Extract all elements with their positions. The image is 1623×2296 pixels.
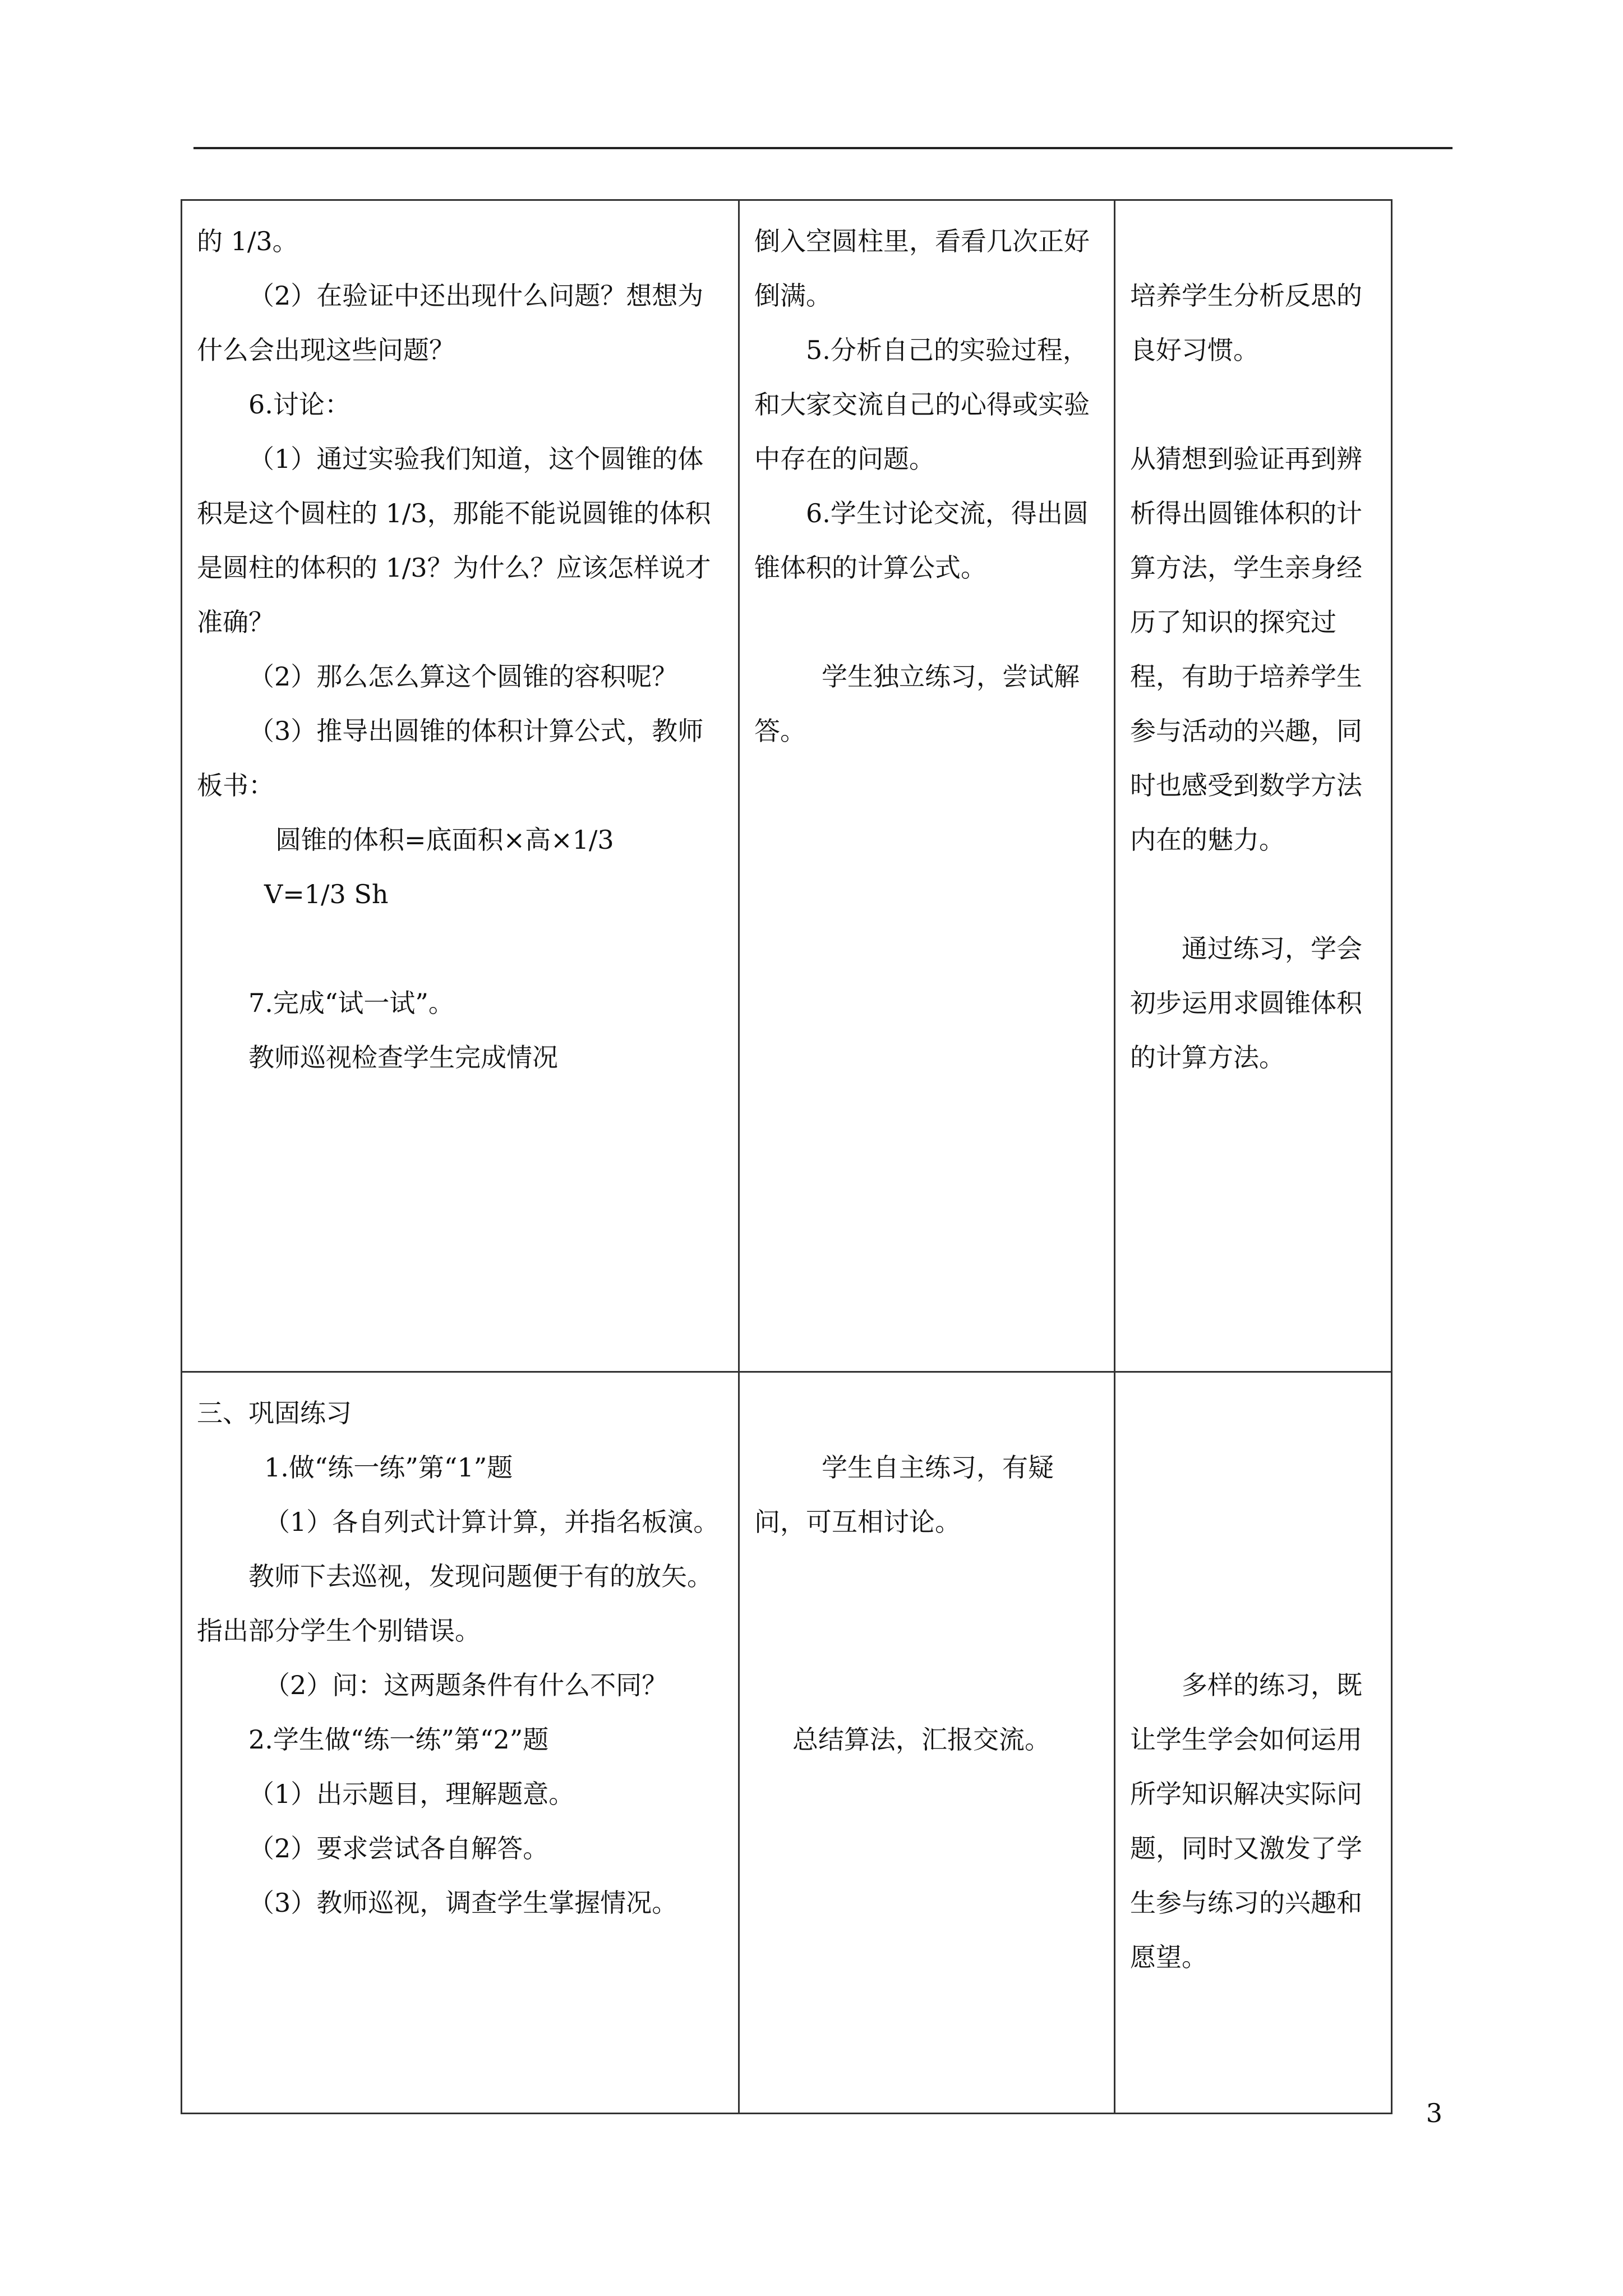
- paragraph: （2）在验证中还出现什么问题？想想为什么会出现这些问题？: [197, 280, 704, 365]
- lesson-plan-table: [181, 199, 1393, 2114]
- paragraph: 1.做“练一练”第“1”题: [264, 1452, 513, 1483]
- paragraph: 学生自主练习，有疑问，可互相讨论。: [754, 1452, 1054, 1537]
- paragraph: 5.分析自己的实验过程，和大家交流自己的心得或实验中存在的问题。: [754, 335, 1090, 474]
- table-row: [182, 200, 1392, 1372]
- paragraph: 2.学生做“练一练”第“2”题: [248, 1724, 549, 1755]
- header-rule: [193, 147, 1453, 149]
- teacher-activity-cell: [182, 1372, 739, 2114]
- paragraph: 倒入空圆柱里，看看几次正好倒满。: [754, 226, 1090, 311]
- paragraph: （3）推导出圆锥的体积计算公式，教师板书：: [197, 716, 704, 800]
- table-row: [182, 1372, 1392, 2114]
- paragraph: 通过练习，学会初步运用求圆锥体积的计算方法。: [1130, 933, 1362, 1073]
- paragraph: 总结算法，汇报交流。: [792, 1724, 1050, 1755]
- student-activity-cell: [739, 1372, 1115, 2114]
- paragraph: （1）出示题目，理解题意。: [248, 1779, 575, 1809]
- teacher-activity-cell: [182, 200, 739, 1372]
- design-intent-cell: [1115, 200, 1392, 1372]
- page-number: 3: [1426, 2098, 1442, 2128]
- paragraph: （2）要求尝试各自解答。: [248, 1833, 549, 1864]
- paragraph: 学生独立练习，尝试解答。: [754, 661, 1080, 746]
- paragraph: 培养学生分析反思的良好习惯。: [1130, 280, 1362, 365]
- paragraph: （2）那么怎么算这个圆锥的容积呢？: [248, 661, 678, 692]
- section-heading: 三、巩固练习: [197, 1398, 352, 1428]
- formula: V=1/3 Sh: [264, 879, 389, 909]
- paragraph: 7.完成“试一试”。: [248, 988, 454, 1018]
- student-activity-cell: [739, 200, 1115, 1372]
- paragraph: 从猜想到验证再到辨析得出圆锥体积的计算方法，学生亲身经历了知识的探究过程，有助于培养学生参与活动的兴趣，同时也感受到数学方法内在的魅力。: [1130, 444, 1362, 855]
- paragraph: （2）问：这两题条件有什么不同？: [264, 1670, 668, 1700]
- paragraph: 多样的练习，既让学生学会如何运用所学知识解决实际问题，同时又激发了学生参与练习的兴趣和愿望。: [1130, 1670, 1362, 1972]
- formula-text: 圆锥的体积=底面积×高×1/3: [275, 825, 614, 855]
- paragraph: 的 1/3。: [197, 226, 298, 256]
- paragraph: （3）教师巡视，调查学生掌握情况。: [248, 1888, 678, 1918]
- paragraph: 教师下去巡视，发现问题便于有的放矢。指出部分学生个别错误。: [197, 1561, 713, 1646]
- paragraph: （1）通过实验我们知道，这个圆锥的体积是这个圆柱的 1/3，那能不能说圆锥的体积是圆柱的体积的 1/3？为什么？应该怎样说才准确？: [197, 444, 711, 637]
- paragraph: 6.讨论：: [248, 389, 351, 420]
- design-intent-cell: [1115, 1372, 1392, 2114]
- paragraph: 教师巡视检查学生完成情况: [248, 1042, 558, 1073]
- paragraph: （1）各自列式计算计算，并指名板演。: [264, 1507, 720, 1537]
- paragraph: 6.学生讨论交流，得出圆锥体积的计算公式。: [754, 498, 1089, 583]
